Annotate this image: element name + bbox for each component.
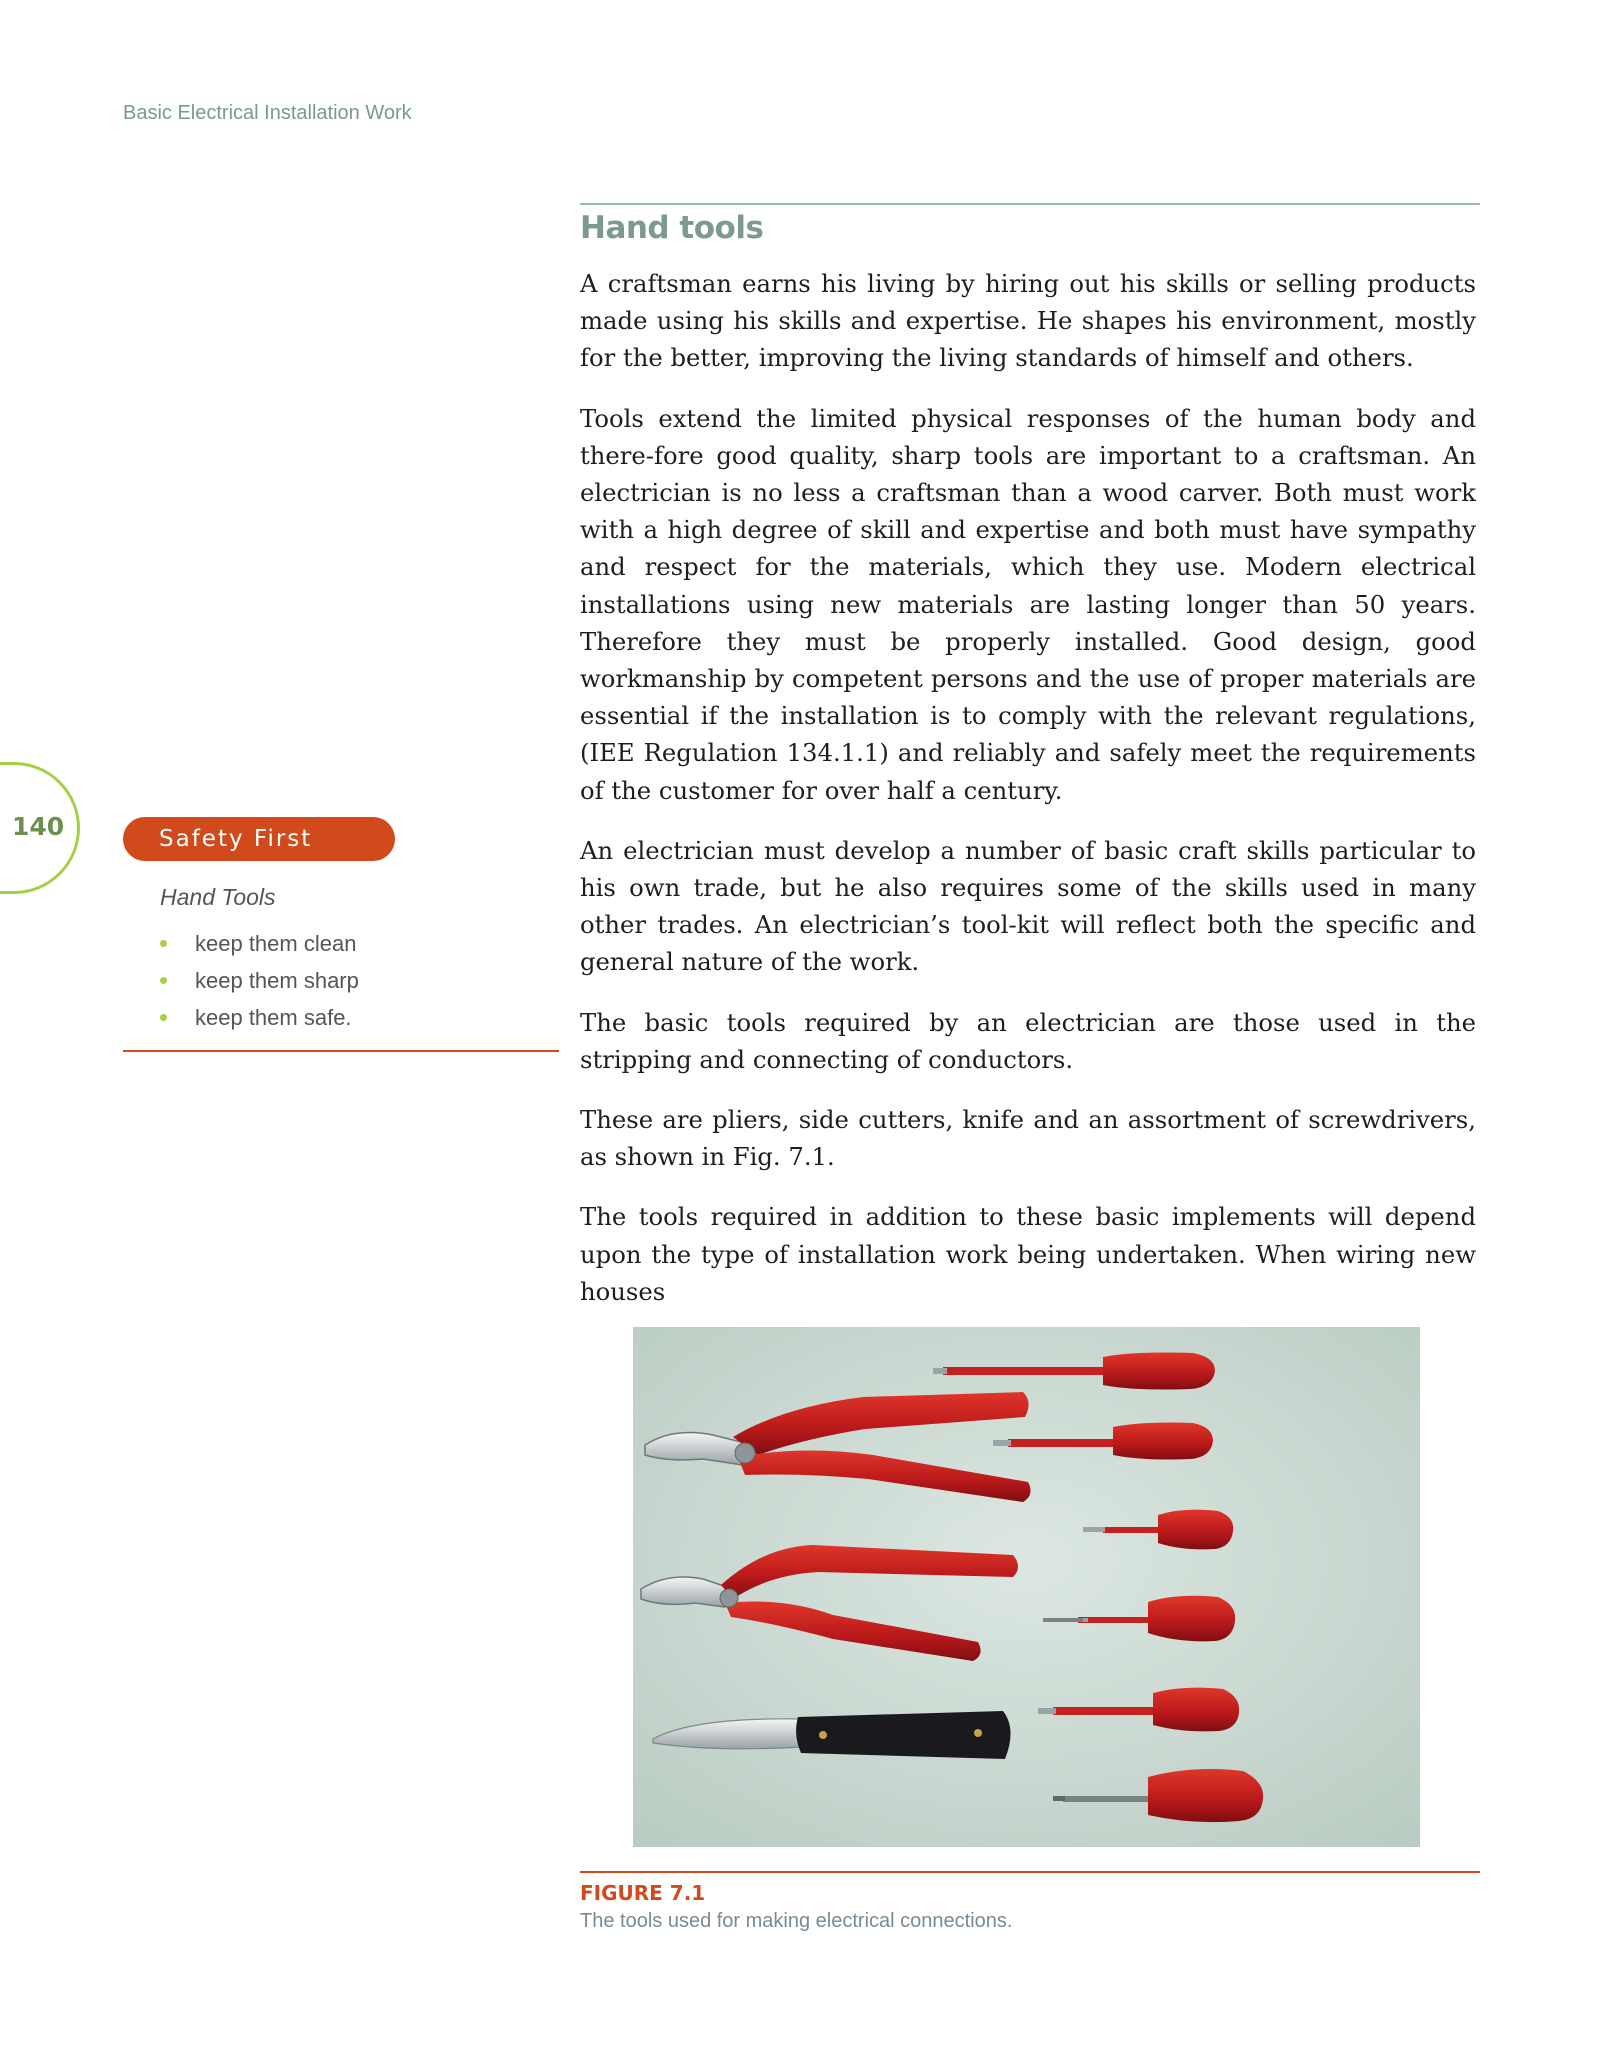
list-item-label: keep them clean — [195, 931, 357, 956]
bullet-icon — [160, 977, 167, 984]
section-title: Hand tools — [580, 210, 764, 246]
page-number: 140 — [12, 812, 65, 841]
figure-photo — [633, 1327, 1420, 1847]
figure-label: FIGURE 7.1 — [580, 1881, 706, 1905]
paragraph: The tools required in addition to these basic implements will depend upon the type of installation work being undertaken. When wiring new houses — [580, 1202, 1476, 1306]
list-item — [160, 999, 359, 1036]
list-item-label: keep them safe. — [195, 1005, 352, 1030]
sidebar-bottom-rule — [123, 1050, 559, 1052]
figure-caption: The tools used for making electrical connections. — [580, 1910, 1013, 1932]
paragraph: These are pliers, side cutters, knife and an assortment of screwdrivers, as shown in Fig. 7.1. — [580, 1105, 1476, 1172]
running-head: Basic Electrical Installation Work — [123, 102, 412, 124]
list-item — [160, 962, 359, 999]
figure-rule — [580, 1871, 1480, 1873]
paragraph: The basic tools required by an electrician are those used in the stripping and connecting of conductors. — [580, 1007, 1476, 1074]
paragraph: An electrician must develop a number of basic craft skills particular to his own trade, but he also requires some of the skills used in many other trades. An electrician’s tool-kit will reflect both the specific and general nature of the work. — [580, 835, 1476, 977]
bullet-icon — [160, 940, 167, 947]
list-item — [160, 925, 359, 962]
list-item-label: keep them sharp — [195, 968, 359, 993]
tools-illustration — [633, 1327, 1420, 1847]
sidebar-heading: Hand Tools — [160, 884, 276, 910]
body-text — [580, 265, 1476, 1333]
section-top-rule — [580, 203, 1480, 205]
sidebar-list — [160, 925, 359, 1036]
paragraph: A craftsman earns his living by hiring out his skills or selling products made using his skills and expertise. He shapes his environment, mostly for the better, improving the living standards of himself and others. — [580, 269, 1476, 373]
bullet-icon — [160, 1014, 167, 1021]
safety-first-badge: Safety First — [123, 817, 395, 861]
paragraph: Tools extend the limited physical responses of the human body and there-fore good quality, sharp tools are important to a craftsman. An electrician is no less a craftsman than a wood carver. Both must work with a high degree of skill and expertise and both must have sympathy and respect for the materials, which they use. Modern electrical installations using new materials are lasting longer than 50 years. Therefore they must be properly installed. Good design, good workmanship by competent persons and the use of proper materials are essential if the installation is to comply with the relevant regulations, (IEE Regulation 134.1.1) and reliably and safely meet the requirements of the customer for over half a century. — [580, 403, 1476, 805]
